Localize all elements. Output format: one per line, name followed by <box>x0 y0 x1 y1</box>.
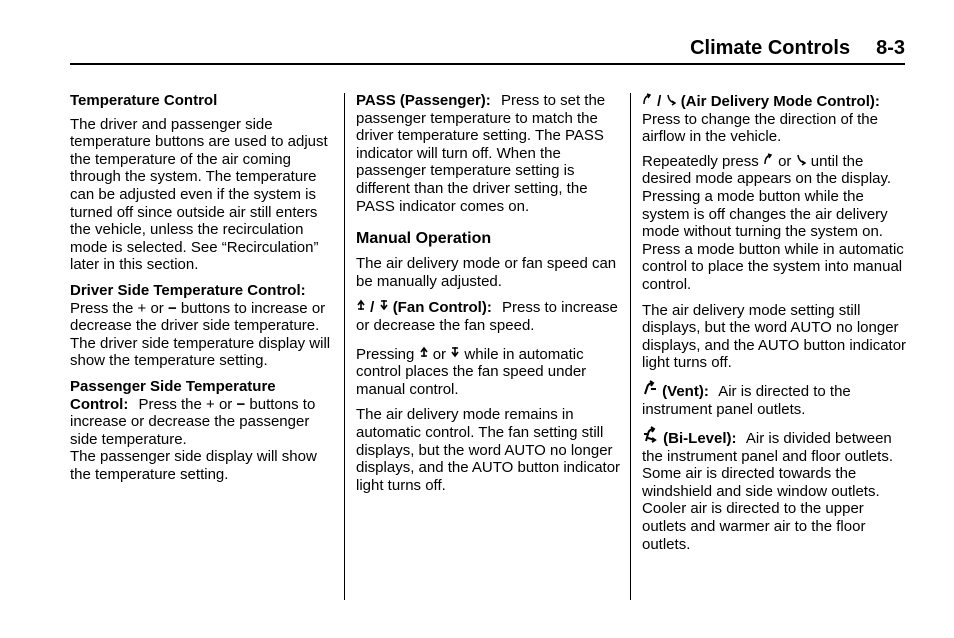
mode-up-icon <box>642 92 653 111</box>
section-title: Climate Controls <box>690 37 851 59</box>
fan-down-icon <box>450 345 460 364</box>
temperature-control-heading: Temperature Control <box>70 92 218 109</box>
column-divider <box>344 93 345 600</box>
passenger-temperature-paragraph: Passenger Side Temperature Control: Press the + or − buttons to increase or decrease the passenger side temperature. The passenger side display will show the temperature setting. <box>70 377 317 483</box>
fan-control-paragraph: / (Fan Control): Press to increase or decrease the fan speed. <box>356 299 618 334</box>
mode-up-icon <box>763 152 774 171</box>
air-delivery-mode-paragraph: / (Air Delivery Mode Control): Press to change the direction of the airflow in the vehicle. <box>642 93 880 146</box>
air-delivery-remains-body: The air delivery mode remains in automatic control. The fan setting still displays, but the word AUTO no longer displays, and the AUTO button indicator light turns off. <box>356 406 621 494</box>
mode-down-icon <box>796 152 807 171</box>
minus-icon: − <box>236 395 246 413</box>
header-rule <box>70 63 905 65</box>
temperature-control-body: The driver and passenger side temperature buttons are used to adjust the temperature of the air coming through the system. The temperature can be adjusted even if the system is turned off since outside air still enters the vehicle, unless the recirculation mode is selected. See “Recirculation” later in this section. <box>70 115 328 274</box>
passenger-temperature-heading: Passenger Side Temperature Control: <box>70 377 276 413</box>
page-header <box>0 37 905 60</box>
mode-setting-body: The air delivery mode setting still displays, but the word AUTO no longer displays, and the AUTO button indicator light turns off. <box>642 301 907 372</box>
column-1 <box>70 92 332 491</box>
fan-control-heading: (Fan Control): <box>392 299 492 317</box>
fan-up-icon <box>356 298 366 317</box>
pass-button-paragraph: PASS (Passenger): Press to set the passenger temperature to match the driver temperature setting. The PASS indicator will turn off. When the passenger temperature setting is different than the driver setting, the PASS indicator comes on. <box>356 92 606 215</box>
column-2 <box>356 92 621 502</box>
fan-down-icon <box>379 298 389 317</box>
minus-icon: − <box>167 299 177 317</box>
page-number: 8-3 <box>876 37 905 59</box>
vent-icon <box>642 380 658 401</box>
vent-paragraph: (Vent): Air is directed to the instrument panel outlets. <box>642 380 907 418</box>
bi-level-icon <box>642 426 659 448</box>
repeatedly-press-paragraph: Repeatedly press or until the desired mode appears on the display. Pressing a mode button while the system is off changes the air delivery mode without turning the system on. Press a mode button while in automatic control to place the system into manual control. <box>642 152 904 293</box>
pressing-paragraph: Pressing or while in automatic control places the fan speed under manual control. <box>356 345 587 398</box>
column-3 <box>642 92 907 561</box>
manual-operation-body: The air delivery mode or fan speed can be manually adjusted. <box>356 255 617 290</box>
column-divider <box>630 93 631 600</box>
air-delivery-mode-heading: (Air Delivery Mode Control): <box>680 93 880 110</box>
bi-level-heading: (Bi-Level): <box>663 430 737 448</box>
pass-button-heading: PASS (Passenger): <box>356 92 491 109</box>
mode-down-icon <box>666 92 677 111</box>
fan-up-icon <box>419 345 429 364</box>
driver-temperature-heading: Driver Side Temperature Control: <box>70 281 306 299</box>
driver-temperature-paragraph: Driver Side Temperature Control: Press the + or − buttons to increase or decrease the driver side temperature. The driver side temperature display will show the temperature setting. <box>70 281 331 370</box>
bi-level-paragraph: (Bi-Level): Air is divided between the instrument panel and floor outlets. Some air is directed towards the windshield and side window outlets. Cooler air is directed to the upper outlets and warmer air to the floor outlets. <box>642 426 907 553</box>
vent-heading: (Vent): <box>662 382 709 400</box>
manual-operation-heading: Manual Operation <box>356 230 492 248</box>
